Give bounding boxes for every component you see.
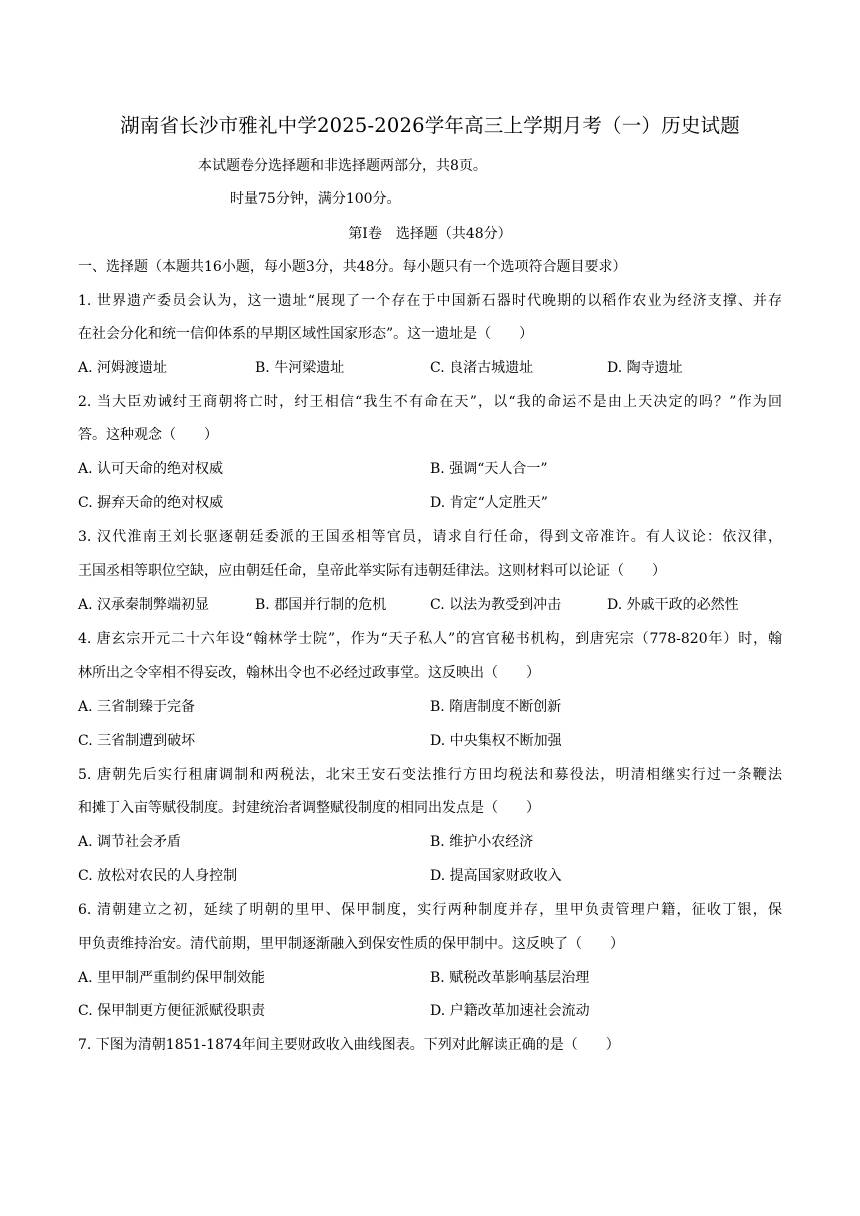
question-5-option-c: C. 放松对农民的人身控制 [78,868,238,884]
question-7-line-1: 7. 下图为清朝1851-1874年间主要财政收入曲线图表。下列对此解读正确的是（ ） [78,1037,620,1053]
question-3-option-c: C. 以法为教受到冲击 [430,597,562,613]
question-1-option-b: B. 牛河梁遗址 [255,360,345,376]
question-4-option-d: D. 中央集权不断加强 [430,733,562,749]
question-6-option-b: B. 赋税改革影响基层治理 [430,970,590,986]
exam-title: 湖南省长沙市雅礼中学2025-2026学年高三上学期月考（一）历史试题 [120,114,740,137]
question-1-line-2: 在社会分化和统一信仰体系的早期区域性国家形态”。这一遗址是（ ） [78,326,534,342]
question-2-line-2: 答。这种观念（ ） [78,427,218,443]
question-3-line-2: 王国丞相等职位空缺，应由朝廷任命，皇帝此举实际有违朝廷律法。这则材料可以论证（ ） [78,563,666,579]
question-5-line-2: 和摊丁入亩等赋役制度。封建统治者调整赋役制度的相同出发点是（ ） [78,800,540,816]
question-4-line-2: 林所出之令宰相不得妄改，翰林出令也不必经过政事堂。这反映出（ ） [78,665,540,681]
question-5-option-d: D. 提高国家财政收入 [430,868,562,884]
question-3-option-d: D. 外戚干政的必然性 [607,597,739,613]
question-5-line-1: 5. 唐朝先后实行租庸调制和两税法，北宋王安石变法推行方田均税法和募役法，明清相继实行过一条鞭法 [78,767,782,783]
question-3-option-a: A. 汉承秦制弊端初显 [78,597,210,613]
question-5-option-b: B. 维护小农经济 [430,834,534,850]
question-2-line-1: 2. 当大臣劝诫纣王商朝将亡时，纣王相信“我生不有命在天”，以“我的命运不是由上天决定的吗？”作为回 [78,394,782,410]
question-4-option-a: A. 三省制臻于完备 [78,699,196,715]
exam-time-score: 时量75分钟，满分100分。 [230,191,401,207]
question-2-option-c: C. 摒弃天命的绝对权威 [78,495,224,511]
question-2-option-d: D. 肯定“人定胜天” [430,495,548,511]
section-title: 第Ⅰ卷 选择题（共48分） [348,226,512,242]
question-4-line-1: 4. 唐玄宗开元二十六年设“翰林学士院”，作为“天子私人”的宫官秘书机构，到唐宪宗（778-820年）时，翰 [78,631,782,647]
question-6-option-a: A. 里甲制严重制约保甲制效能 [78,970,266,986]
question-6-option-d: D. 户籍改革加速社会流动 [430,1003,590,1019]
question-2-option-b: B. 强调“天人合一” [430,461,548,477]
question-4-option-b: B. 隋唐制度不断创新 [430,699,562,715]
question-1-option-a: A. 河姆渡遗址 [78,360,168,376]
question-3-line-1: 3. 汉代淮南王刘长驱逐朝廷委派的王国丞相等官员，请求自行任命，得到文帝准许。有人议论：依汉律， [78,529,782,545]
question-5-option-a: A. 调节社会矛盾 [78,834,182,850]
question-3-option-b: B. 郡国并行制的危机 [255,597,387,613]
question-1-option-c: C. 良渚古城遗址 [430,360,534,376]
question-2-option-a: A. 认可天命的绝对权威 [78,461,224,477]
exam-intro: 本试题卷分选择题和非选择题两部分，共8页。 [198,158,487,174]
question-6-line-2: 甲负责维持治安。清代前期，里甲制逐渐融入到保安性质的保甲制中。这反映了（ ） [78,936,624,952]
question-4-option-c: C. 三省制遭到破坏 [78,733,196,749]
question-1-line-1: 1. 世界遗产委员会认为，这一遗址“展现了一个存在于中国新石器时代晚期的以稻作农业为经济支撑、并存 [78,293,782,309]
question-1-option-d: D. 陶寺遗址 [607,360,683,376]
question-6-option-c: C. 保甲制更方便征派赋役职责 [78,1003,266,1019]
part-heading: 一、选择题（本题共16小题，每小题3分，共48分。每小题只有一个选项符合题目要求） [78,259,627,275]
question-6-line-1: 6. 清朝建立之初，延续了明朝的里甲、保甲制度，实行两种制度并存，里甲负责管理户籍，征收丁银，保 [78,902,782,918]
